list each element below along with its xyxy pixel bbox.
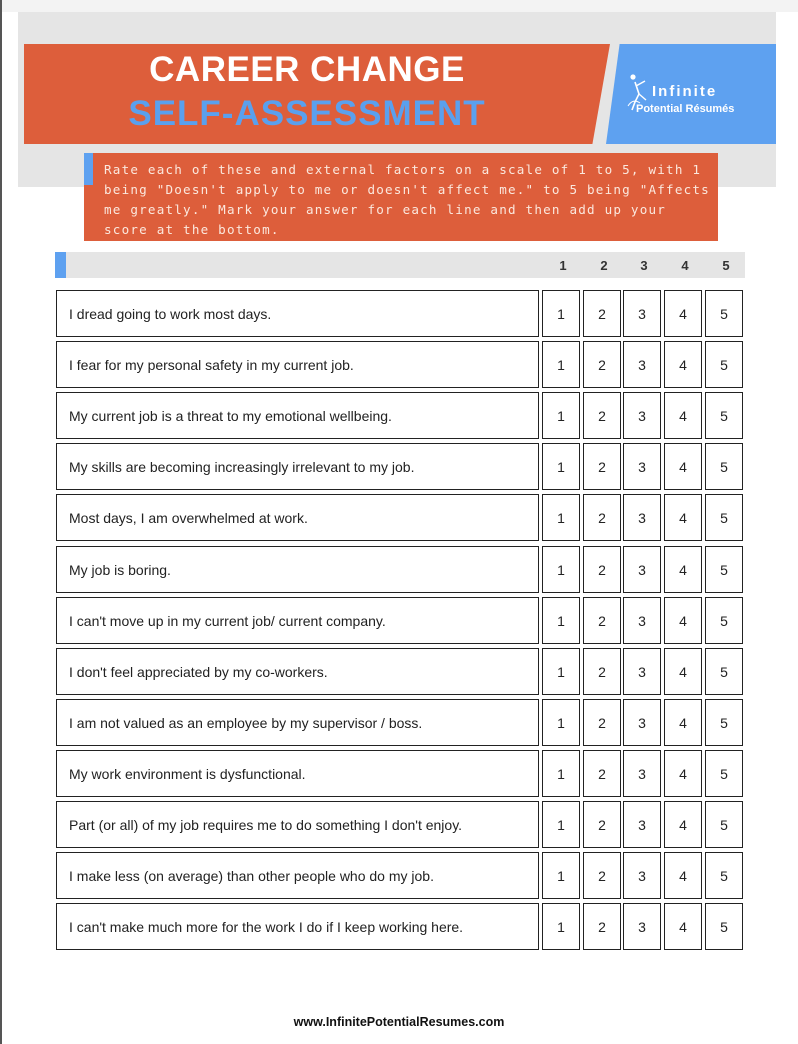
statement-text: I fear for my personal safety in my current job. (56, 341, 539, 388)
rating-option-2[interactable]: 2 (583, 648, 621, 695)
rating-option-1[interactable]: 1 (542, 443, 580, 490)
scale-header-4: 4 (681, 258, 689, 273)
rating-option-5[interactable]: 5 (705, 597, 743, 644)
rating-option-2[interactable]: 2 (583, 341, 621, 388)
left-rule (0, 0, 2, 1044)
rating-option-2[interactable]: 2 (583, 903, 621, 950)
rating-option-2[interactable]: 2 (583, 392, 621, 439)
rating-option-5[interactable]: 5 (705, 648, 743, 695)
statement-text: I am not valued as an employee by my supervisor / boss. (56, 699, 539, 746)
rating-option-3[interactable]: 3 (623, 392, 661, 439)
rating-option-3[interactable]: 3 (623, 290, 661, 337)
footer-url: www.InfinitePotentialResumes.com (293, 1015, 505, 1029)
scale-header-2: 2 (600, 258, 608, 273)
rating-option-3[interactable]: 3 (623, 699, 661, 746)
rating-option-5[interactable]: 5 (705, 699, 743, 746)
rating-option-1[interactable]: 1 (542, 341, 580, 388)
rating-option-3[interactable]: 3 (623, 341, 661, 388)
rating-option-3[interactable]: 3 (623, 443, 661, 490)
statement-text: My work environment is dysfunctional. (56, 750, 539, 797)
rating-option-4[interactable]: 4 (664, 699, 702, 746)
rating-option-2[interactable]: 2 (583, 597, 621, 644)
rating-option-4[interactable]: 4 (664, 443, 702, 490)
rating-option-4[interactable]: 4 (664, 494, 702, 541)
scale-header-5: 5 (722, 258, 730, 273)
rating-option-2[interactable]: 2 (583, 852, 621, 899)
rating-option-2[interactable]: 2 (583, 546, 621, 593)
rating-option-2[interactable]: 2 (583, 801, 621, 848)
rating-option-3[interactable]: 3 (623, 801, 661, 848)
rating-option-1[interactable]: 1 (542, 392, 580, 439)
rating-option-3[interactable]: 3 (623, 597, 661, 644)
logo-subtitle: Potential Résumés (636, 103, 735, 115)
rating-option-1[interactable]: 1 (542, 852, 580, 899)
rating-option-2[interactable]: 2 (583, 750, 621, 797)
rating-option-3[interactable]: 3 (623, 903, 661, 950)
rating-option-2[interactable]: 2 (583, 290, 621, 337)
rating-option-3[interactable]: 3 (623, 494, 661, 541)
rating-option-4[interactable]: 4 (664, 546, 702, 593)
rating-option-5[interactable]: 5 (705, 290, 743, 337)
rating-option-4[interactable]: 4 (664, 290, 702, 337)
statement-text: I can't make much more for the work I do if I keep working here. (56, 903, 539, 950)
rating-option-5[interactable]: 5 (705, 903, 743, 950)
rating-option-4[interactable]: 4 (664, 392, 702, 439)
statement-text: My skills are becoming increasingly irrelevant to my job. (56, 443, 539, 490)
rating-option-1[interactable]: 1 (542, 494, 580, 541)
rating-option-3[interactable]: 3 (623, 852, 661, 899)
rating-option-3[interactable]: 3 (623, 648, 661, 695)
statement-text: Part (or all) of my job requires me to do something I don't enjoy. (56, 801, 539, 848)
rating-option-4[interactable]: 4 (664, 903, 702, 950)
rating-option-1[interactable]: 1 (542, 546, 580, 593)
rating-option-3[interactable]: 3 (623, 546, 661, 593)
rating-option-2[interactable]: 2 (583, 443, 621, 490)
rating-option-4[interactable]: 4 (664, 750, 702, 797)
rating-option-4[interactable]: 4 (664, 852, 702, 899)
rating-option-5[interactable]: 5 (705, 392, 743, 439)
rating-option-1[interactable]: 1 (542, 801, 580, 848)
logo-name: Infinite (652, 83, 718, 100)
rating-option-2[interactable]: 2 (583, 494, 621, 541)
instructions-text: Rate each of these and external factors on a scale of 1 to 5, with 1 being "Doesn't apply to me or doesn't affect me." to 5 being "Affects me greatly." Mark your answer for each line and then add up your score at the bottom. (104, 162, 710, 237)
top-strip (0, 0, 798, 12)
rating-option-1[interactable]: 1 (542, 648, 580, 695)
statement-text: I dread going to work most days. (56, 290, 539, 337)
rating-option-2[interactable]: 2 (583, 699, 621, 746)
scale-header-accent (55, 252, 66, 278)
title-line-1: CAREER CHANGE (149, 50, 465, 89)
statement-text: My current job is a threat to my emotional wellbeing. (56, 392, 539, 439)
rating-option-4[interactable]: 4 (664, 341, 702, 388)
rating-option-5[interactable]: 5 (705, 443, 743, 490)
rating-option-5[interactable]: 5 (705, 801, 743, 848)
rating-option-5[interactable]: 5 (705, 546, 743, 593)
statement-text: I can't move up in my current job/ current company. (56, 597, 539, 644)
rating-option-5[interactable]: 5 (705, 852, 743, 899)
instructions-accent (84, 153, 93, 185)
title-line-2: SELF-ASSESSMENT (128, 94, 486, 133)
rating-option-4[interactable]: 4 (664, 801, 702, 848)
rating-option-4[interactable]: 4 (664, 597, 702, 644)
rating-option-1[interactable]: 1 (542, 903, 580, 950)
rating-option-5[interactable]: 5 (705, 750, 743, 797)
rating-option-3[interactable]: 3 (623, 750, 661, 797)
rating-option-5[interactable]: 5 (705, 341, 743, 388)
scale-header-3: 3 (640, 258, 648, 273)
statement-text: I make less (on average) than other people who do my job. (56, 852, 539, 899)
statement-text: I don't feel appreciated by my co-workers. (56, 648, 539, 695)
statement-text: Most days, I am overwhelmed at work. (56, 494, 539, 541)
rating-option-1[interactable]: 1 (542, 750, 580, 797)
rating-option-1[interactable]: 1 (542, 290, 580, 337)
statement-text: My job is boring. (56, 546, 539, 593)
rating-option-5[interactable]: 5 (705, 494, 743, 541)
rating-option-1[interactable]: 1 (542, 699, 580, 746)
rating-option-1[interactable]: 1 (542, 597, 580, 644)
rating-option-4[interactable]: 4 (664, 648, 702, 695)
scale-header-1: 1 (559, 258, 567, 273)
